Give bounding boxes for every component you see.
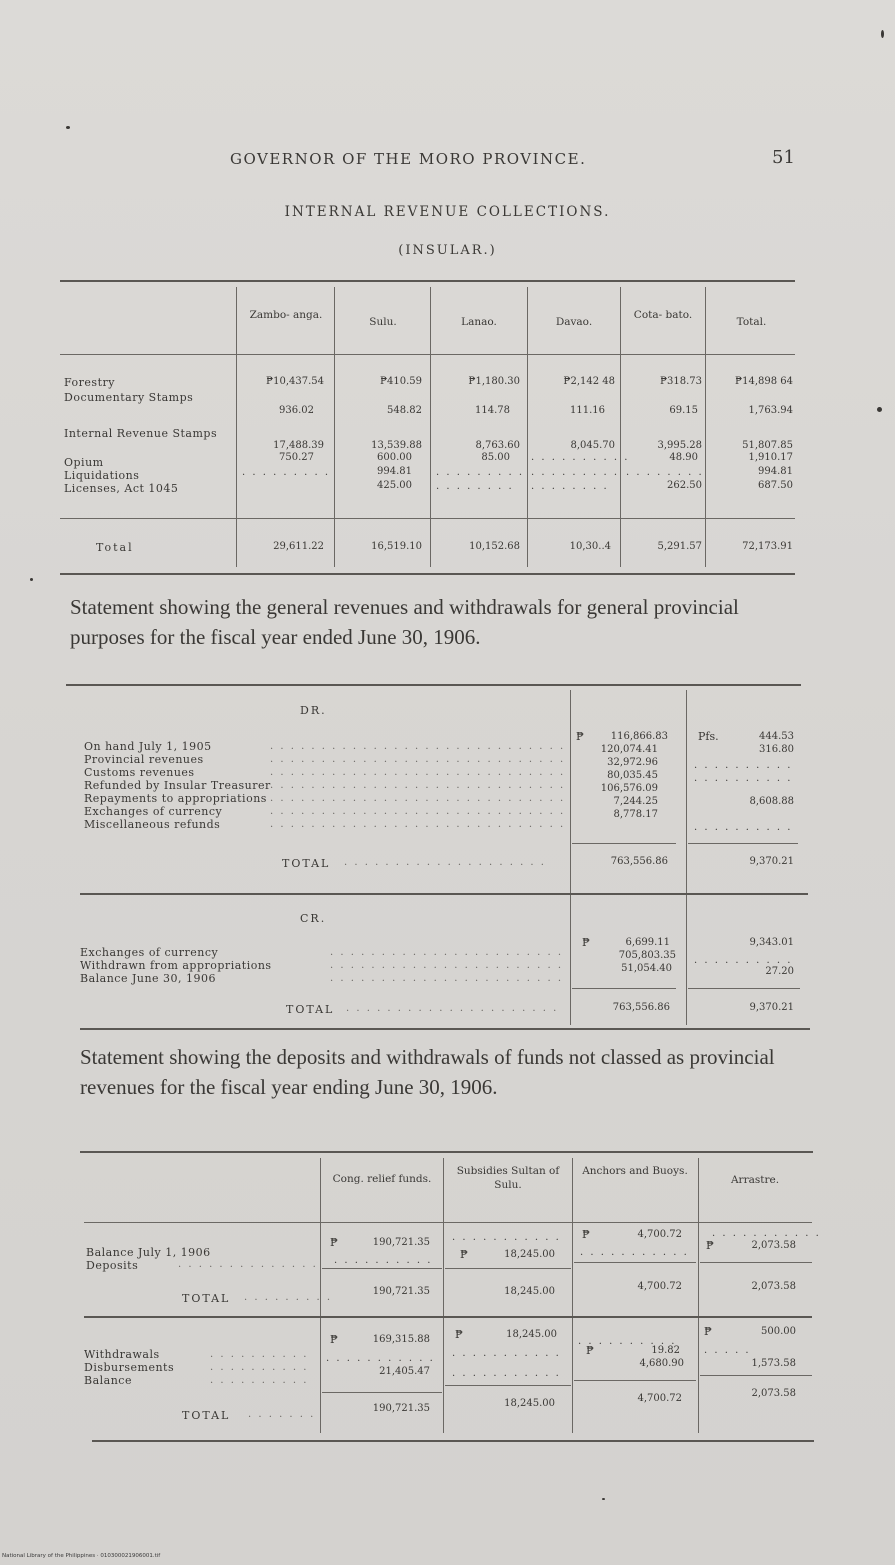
cr-currency: ₱ [582, 936, 590, 949]
s2-cell: 169,315.88 [372, 1334, 430, 1345]
s2-row-label: Deposits [86, 1259, 139, 1272]
table1-cell: 687.50 [758, 480, 793, 491]
cr-total-v1: 763,556.86 [612, 1002, 670, 1013]
dr-cr-rule [80, 893, 808, 895]
table1-cell: 994.81 [758, 466, 793, 477]
s2-sum-rule [700, 1262, 812, 1263]
dr-currency-2: Pfs. [698, 730, 719, 743]
cr-sum-rule [688, 988, 800, 989]
table1-top-rule [60, 280, 795, 282]
table1-cell: 48.90 [669, 452, 698, 463]
table1-col-header: Total. [736, 316, 767, 328]
dr-v1: 8,778.17 [613, 809, 658, 820]
s2-total-cell: 4,700.72 [637, 1281, 682, 1292]
table1-cell: ₱10,437.54 [266, 376, 324, 387]
dot-leader: . . . . . . . . . . [531, 452, 630, 463]
table1-total-cell: 16,519.10 [371, 541, 422, 552]
table1-total-cell: 5,291.57 [657, 541, 702, 552]
dr-row-label: Repayments to appropriations [84, 792, 267, 805]
dr-v1: 120,074.41 [600, 744, 658, 755]
s2-sum-rule [574, 1380, 696, 1381]
table1-cell: 51,807.85 [742, 440, 793, 451]
table1-cell: 8,045.70 [570, 440, 615, 451]
dot-leader: . . . . . . . [248, 1409, 316, 1420]
table1-cell: 1,910.17 [748, 452, 793, 463]
s2-header-rule [84, 1222, 320, 1223]
table1-bottom-rule [60, 573, 795, 575]
dot-leader: . . . . . . . . . . [334, 1255, 433, 1266]
table1-cell: 936.02 [279, 405, 314, 416]
table1-col-header: Sulu. [369, 316, 397, 328]
table1-col-header: Cota- bato. [633, 309, 693, 321]
dr-row-label: Refunded by Insular Treasurer [84, 779, 271, 792]
s2-currency: ₱ [330, 1236, 338, 1249]
cr-v2: 9,343.01 [749, 937, 794, 948]
s2-currency: ₱ [704, 1325, 712, 1338]
table1-cell: ₱318.73 [659, 376, 702, 387]
dr-label: DR. [300, 704, 327, 717]
dot-leaders: . . . . . . . . . . . . . . . . . . . . . . . . . . . . . . . . . . . . . . . . . . . . . . . . . . . . . . . . . . . . . . . . . . . . . [330, 947, 564, 984]
statement1-top-rule [66, 684, 801, 686]
running-head [0, 147, 895, 174]
cr-sum-rule [572, 988, 676, 989]
table1-cell: 3,995.28 [657, 440, 702, 451]
s2-sum-rule [445, 1268, 571, 1269]
dot-leader: . . . . . . . . . . . [712, 1228, 821, 1239]
s2-divider [572, 1158, 573, 1433]
dot-leaders: . . . . . . . . . . . . . . . . . . . . . . . . . . . . . . [210, 1349, 309, 1386]
dot-leader: . . . . . [704, 1345, 751, 1356]
s2-cell: 190,721.35 [372, 1237, 430, 1248]
s2-total-label: TOTAL [182, 1409, 231, 1422]
statement2-bottom-rule [92, 1440, 814, 1442]
table1-col-header: Davao. [555, 316, 593, 328]
s2-row-label: Balance July 1, 1906 [86, 1246, 211, 1259]
dot-leader: . . . . . . . . . [242, 467, 331, 478]
s2-row-label: Disbursements [84, 1361, 175, 1374]
dot-leader: . . . . . . . . . . [694, 773, 793, 784]
table1-heading: INTERNAL REVENUE COLLECTIONS. [284, 204, 611, 220]
s2-sum-rule [700, 1375, 812, 1376]
cr-v2: 27.20 [765, 966, 794, 977]
s2-currency: ₱ [460, 1248, 468, 1261]
table1-cell: 69.15 [669, 405, 698, 416]
statement2-text: Statement showing the deposits and withdrawals of funds not classed as provincial revenues for the fiscal year ending June 30, 1906. [80, 1045, 775, 1099]
table1-cell: ₱2,142 48 [563, 376, 615, 387]
s2-row-label: Withdrawals [84, 1348, 160, 1361]
dr-v2: 316.80 [759, 744, 794, 755]
table1-total-label: Total [96, 541, 134, 554]
table1-cell: 425.00 [377, 480, 412, 491]
table1-cell: ₱410.59 [379, 376, 422, 387]
s2-divider [698, 1158, 699, 1433]
dr-total-v2: 9,370.21 [749, 856, 794, 867]
dot-leader: . . . . . . . . [436, 481, 514, 492]
scan-speck [66, 126, 70, 129]
table1-divider [334, 287, 335, 567]
table1-cell: 750.27 [279, 452, 314, 463]
cr-row-label: Balance June 30, 1906 [80, 972, 217, 985]
dot-leader: . . . . . . . . . . [578, 1336, 677, 1347]
cr-row-label: Withdrawn from appropriations [80, 959, 272, 972]
dr-v1: 106,576.09 [600, 783, 658, 794]
s2-mid-rule [84, 1316, 812, 1318]
scan-speck [602, 1498, 605, 1500]
s2-sum-rule [322, 1392, 442, 1393]
table1-cell: 8,763.60 [475, 440, 520, 451]
dot-leader: . . . . . . . . . . . [452, 1348, 561, 1359]
dot-leader: . . . . . . . . [626, 467, 704, 478]
s2-sum-rule [322, 1268, 442, 1269]
s2-cell: 21,405.47 [379, 1366, 430, 1377]
s2-cell: 1,573.58 [751, 1358, 796, 1369]
table1-total-cell: 10,152.68 [469, 541, 520, 552]
dr-v1: 32,972.96 [607, 757, 658, 768]
scan-speck [877, 407, 882, 412]
s2-total-cell: 190,721.35 [372, 1403, 430, 1414]
table1-row-label: Forestry [64, 376, 115, 389]
dot-leader: . . . . . . . . . . . . . . . . . . . . [344, 857, 546, 868]
s2-currency: ₱ [586, 1344, 594, 1357]
table1-cell: 994.81 [377, 466, 412, 477]
s2-cell: 4,680.90 [639, 1358, 684, 1369]
table1-total-cell: 10,30..4 [569, 541, 611, 552]
dot-leader: . . . . . . . . [531, 481, 609, 492]
dot-leader: . . . . . . . . . [531, 467, 620, 478]
dr-sum-rule [572, 843, 676, 844]
dr-row-label: Customs revenues [84, 766, 195, 779]
s2-currency: ₱ [455, 1328, 463, 1341]
table1-divider [620, 287, 621, 567]
cr-v1: 6,699.11 [625, 937, 670, 948]
s2-sum-rule [445, 1385, 571, 1386]
s2-cell: 18,245.00 [504, 1249, 555, 1260]
table1-row-label: Documentary Stamps [64, 391, 194, 404]
cr-total-v2: 9,370.21 [749, 1002, 794, 1013]
dr-sum-rule [688, 843, 798, 844]
s2-divider [443, 1158, 444, 1433]
dr-total-v1: 763,556.86 [610, 856, 668, 867]
dr-total-label: TOTAL [282, 857, 331, 870]
statement2-top-rule [80, 1151, 813, 1153]
dot-leader: . . . . . . . . . . [694, 760, 793, 771]
dr-row-label: On hand July 1, 1905 [84, 740, 212, 753]
s2-total-cell: 2,073.58 [751, 1388, 796, 1399]
dot-leader: . . . . . . . . . . . . . . . . . . . . . [346, 1003, 559, 1014]
dot-leader: . . . . . . . . . [436, 467, 525, 478]
table1-row-label: Internal Revenue Stamps [64, 427, 218, 440]
s2-cell: 4,700.72 [637, 1229, 682, 1240]
dr-v1: 7,244.25 [613, 796, 658, 807]
table1-subheading: (INSULAR.) [398, 243, 497, 258]
s2-col-header: Arrastre. [730, 1174, 780, 1186]
table1-divider [527, 287, 528, 567]
table1-cell: 85.00 [481, 452, 510, 463]
dot-leader: . . . . . . . . . . [694, 955, 793, 966]
dr-row-label: Provincial revenues [84, 753, 204, 766]
cr-v1: 705,803.35 [618, 950, 676, 961]
table1-row-label: Licenses, Act 1045 [64, 482, 179, 495]
cr-row-label: Exchanges of currency [80, 946, 219, 959]
s2-col-header: Cong. relief funds. [332, 1173, 432, 1185]
s2-col-header: Anchors and Buoys. [582, 1165, 688, 1177]
dot-leader: . . . . . . . . . . . [326, 1353, 435, 1364]
table1-divider [236, 287, 237, 567]
dr-currency: ₱ [576, 730, 584, 743]
table1-cell: 111.16 [570, 405, 605, 416]
s2-total-cell: 2,073.58 [751, 1281, 796, 1292]
table1-row-label: Liquidations [64, 469, 140, 482]
scan-speck [881, 30, 884, 38]
cr-total-label: TOTAL [286, 1003, 335, 1016]
table1-cell: 548.82 [387, 405, 422, 416]
dot-leader: . . . . . . . . . . [694, 822, 793, 833]
table1-header-rule [60, 354, 795, 355]
s2-cell: 2,073.58 [751, 1240, 796, 1251]
table1-total-cell: 29,611.22 [273, 541, 324, 552]
table1-divider [430, 287, 431, 567]
table1-cell: 17,488.39 [273, 440, 324, 451]
table1-cell: 1,763.94 [748, 405, 793, 416]
table1-total-cell: 72,173.91 [742, 541, 793, 552]
dr-row-label: Miscellaneous refunds [84, 818, 221, 831]
dot-leader: . . . . . . . . . . . . . . [178, 1259, 318, 1270]
dot-leader: . . . . . . . . . . . [452, 1368, 561, 1379]
table1-cell: 262.50 [667, 480, 702, 491]
dot-leaders: . . . . . . . . . . . . . . . . . . . . . . . . . . . . . . . . . . . . . . . . . . . . . . . . . . . . . . . . . . . . . . . . . . . . . . . . . . . . . . . . . . . . . . . . . . . . . . . . . . . . . . . . . . . . . . . . . . . . . . . . . . . . . . . . . . . . . . . . . . . . . . . . . . . . . . . . . . . . . . . . . . . . . . . . . . . . . . . . . . . . . . . . . . . . . . . . . . . . . . . . . . . [270, 741, 566, 830]
s2-col-header: Subsidies Sultan of Sulu. [456, 1165, 560, 1191]
table1-divider [705, 287, 706, 567]
dot-leader: . . . . . . . . . . . [452, 1232, 561, 1243]
s2-total-cell: 4,700.72 [637, 1393, 682, 1404]
s2-total-cell: 18,245.00 [504, 1398, 555, 1409]
cr-label: CR. [300, 912, 327, 925]
dr-v1: 80,035.45 [607, 770, 658, 781]
dot-leader: . . . . . . . . . . . [580, 1247, 689, 1258]
dr-v1: 116,866.83 [610, 731, 668, 742]
table1-cell: 600.00 [377, 452, 412, 463]
table1-cell: ₱14,898 64 [735, 376, 793, 387]
dr-v2: 444.53 [759, 731, 794, 742]
s2-currency: ₱ [330, 1333, 338, 1346]
s2-currency: ₱ [706, 1239, 714, 1252]
s2-total-cell: 18,245.00 [504, 1286, 555, 1297]
scan-footer: National Library of the Philippines · 010300021906001.tif [2, 1553, 161, 1559]
s2-cell: 18,245.00 [506, 1329, 557, 1340]
s2-cell: 19.82 [651, 1345, 680, 1356]
table1-col-header: Lanao. [461, 316, 497, 328]
s2-total-label: TOTAL [182, 1292, 231, 1305]
dr-row-label: Exchanges of currency [84, 805, 223, 818]
dr-v2: 8,608.88 [749, 796, 794, 807]
s2-total-cell: 190,721.35 [372, 1286, 430, 1297]
scan-speck [30, 578, 33, 581]
s2-sum-rule [574, 1262, 696, 1263]
running-head-title: GOVERNOR OF THE MORO PROVINCE. [230, 150, 587, 168]
dot-leader: . . . . . . . . . [244, 1292, 333, 1303]
table1-total-rule [60, 518, 795, 519]
page-number: 51 [772, 147, 795, 168]
s1-divider [570, 690, 571, 1025]
table1-cell: 13,539.88 [371, 440, 422, 451]
s2-row-label: Balance [84, 1374, 132, 1387]
table1-col-header: Zambo- anga. [249, 309, 323, 321]
s1-divider [686, 690, 687, 1025]
s2-currency: ₱ [582, 1228, 590, 1241]
statement1-bottom-rule [80, 1028, 810, 1030]
statement1-text: Statement showing the general revenues and withdrawals for general provincial purposes for the fiscal year ended June 30, 1906. [70, 595, 739, 649]
table1-cell: ₱1,180.30 [468, 376, 520, 387]
table1-cell: 114.78 [475, 405, 510, 416]
cr-v1: 51,054.40 [621, 963, 672, 974]
table1-row-label: Opium [64, 456, 104, 469]
s2-header-rule [320, 1222, 812, 1223]
s2-cell: 500.00 [761, 1326, 796, 1337]
